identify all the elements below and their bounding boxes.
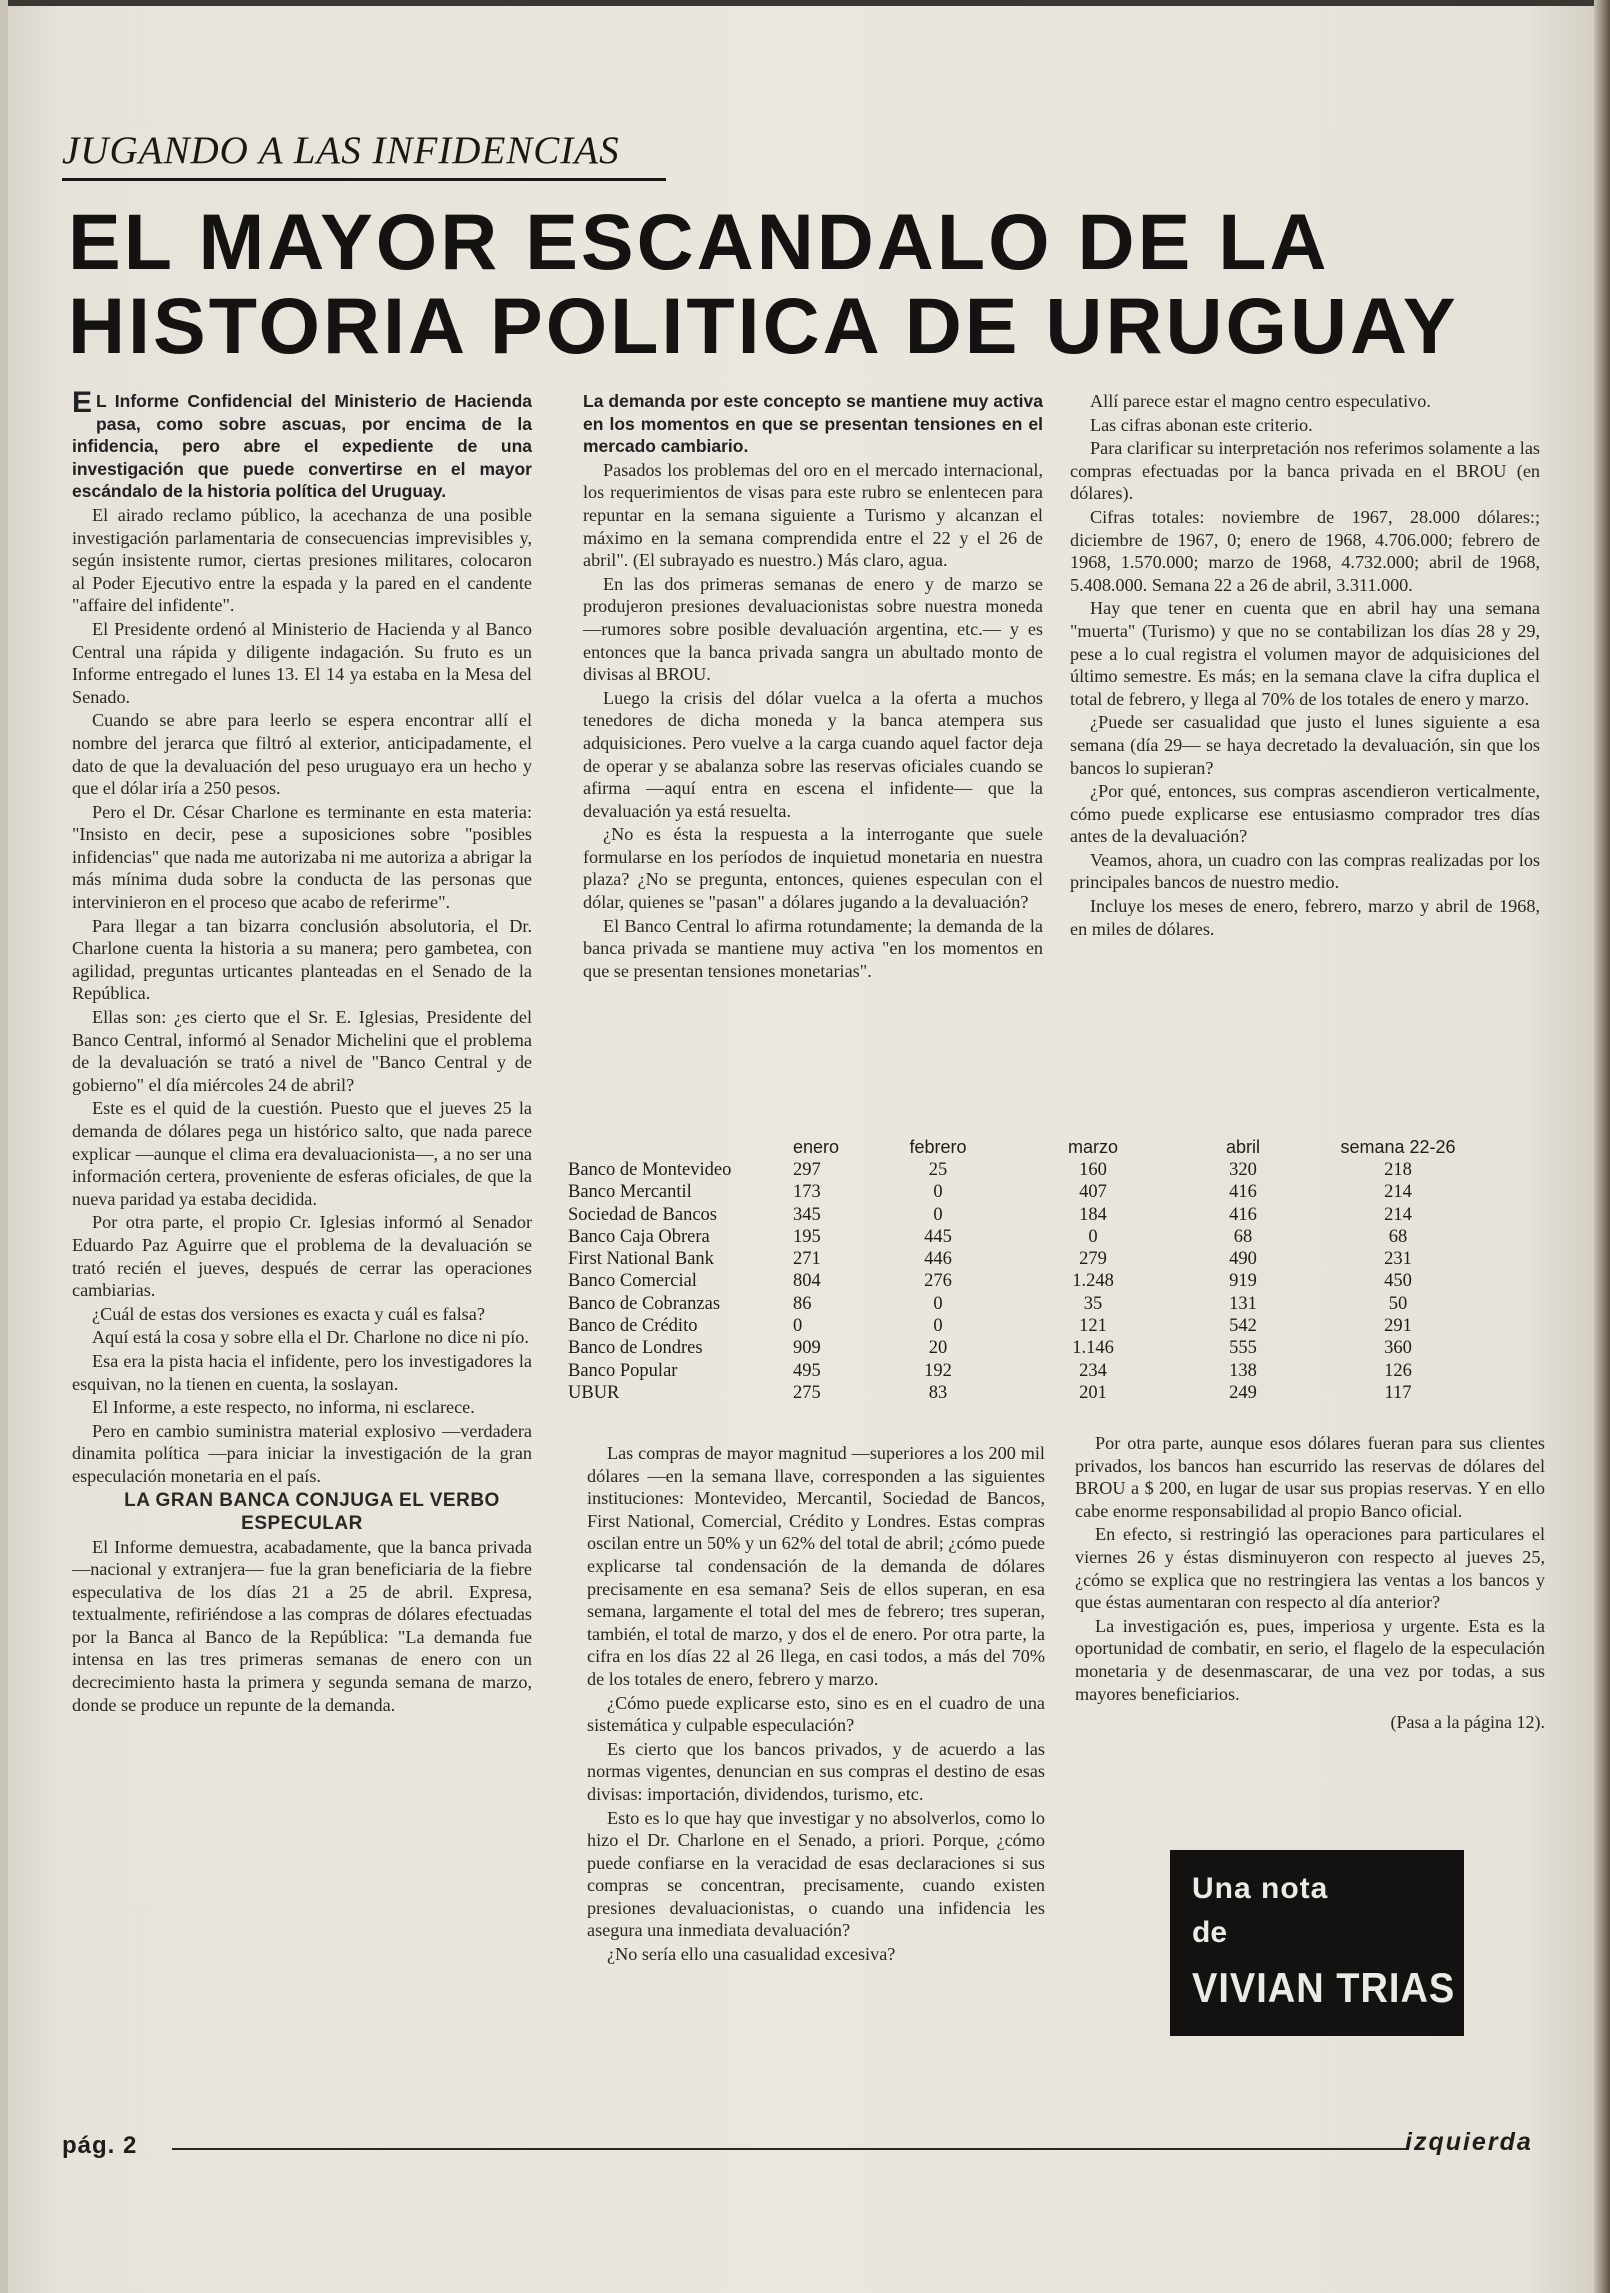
table-row xyxy=(568,1204,1483,1226)
bank-name: UBUR xyxy=(568,1382,620,1403)
table-row xyxy=(568,1226,1483,1248)
page-top-edge xyxy=(0,0,1610,6)
table-cell: 86 xyxy=(793,1293,812,1314)
table-cell: 804 xyxy=(793,1271,821,1292)
paragraph: Allí parece estar el magno centro especulativo. xyxy=(1090,391,1431,411)
bank-name: Banco Caja Obrera xyxy=(568,1226,710,1247)
magazine-name: izquierda xyxy=(1405,2128,1533,2156)
paragraph: Incluye los meses de enero, febrero, marzo y abril de 1968, en miles de dólares. xyxy=(1070,896,1540,939)
table-cell: 25 xyxy=(928,1160,948,1180)
bank-name: Banco de Crédito xyxy=(568,1316,698,1337)
paragraph: ¿No es ésta la respuesta a la interrogante que suele formularse en los períodos de inquietud monetaria en nuestra plaza? ¿No se pregunta, entonces, quienes especulan con el dólar, quienes se "pasan" a dólares jugando a la devaluación? xyxy=(583,824,1043,913)
column-3 xyxy=(1070,390,1540,941)
lead-text: L Informe Confidencial del Ministerio de Hacienda pasa, como sobre ascuas, por encima de la infidencia, pero abre el expediente de una investigación que puede convertirse en el mayor escándalo de la historia política del Uruguay. xyxy=(72,391,532,502)
table-cell: 345 xyxy=(793,1204,821,1225)
table-cell: 121 xyxy=(1079,1316,1107,1337)
table-cell: 160 xyxy=(1079,1160,1107,1180)
page-right-edge xyxy=(1594,0,1610,2293)
drop-cap: E xyxy=(72,386,93,419)
author-box-line-2: de xyxy=(1192,1916,1228,1949)
table-cell: 919 xyxy=(1229,1271,1257,1292)
table-cell: 542 xyxy=(1229,1316,1257,1337)
paragraph: Luego la crisis del dólar vuelca a la oferta a muchos tenedores de dicha moneda y la banca atempera sus adquisiciones. Pero vuelve a la carga cuando aquel factor deja de operar y se abalanza sobre las reservas oficiales cuando se afirma —aquí entra en escena el infidente— que la devaluación ya está resuelta. xyxy=(583,687,1043,821)
subheading: LA GRAN BANCA CONJUGA EL VERBO ESPECULAR xyxy=(124,1489,500,1534)
table-cell: 416 xyxy=(1229,1182,1257,1203)
continued-note: (Pasa a la página 12). xyxy=(1390,1712,1545,1733)
table-cell: 218 xyxy=(1384,1160,1412,1180)
table-cell: 117 xyxy=(1384,1382,1412,1403)
table-cell: 495 xyxy=(793,1360,821,1381)
table-cell: 192 xyxy=(924,1360,952,1381)
paragraph: Ellas son: ¿es cierto que el Sr. E. Iglesias, Presidente del Banco Central, informó al Senador Michelini que el problema de la devaluación se trató a nivel de "Banco Central y de gobierno" el día miércoles 24 de abril? xyxy=(72,1007,532,1095)
bank-name: First National Bank xyxy=(568,1249,714,1270)
table-row xyxy=(568,1337,1483,1359)
section-kicker: JUGANDO A LAS INFIDENCIAS xyxy=(62,129,620,172)
column-header: abril xyxy=(1225,1136,1260,1157)
table-cell: 0 xyxy=(933,1293,943,1314)
paragraph: ¿Puede ser casualidad que justo el lunes siguiente a esa semana (día 29— se haya decretado la devaluación, sin que los bancos lo supieran? xyxy=(1070,712,1540,778)
data-table xyxy=(568,1135,1483,1404)
paragraph: En efecto, si restringió las operaciones para particulares el viernes 26 y éstas disminuyeron con respecto al jueves 25, ¿cómo se explica que no restringiera las ventas a los bancos y que éstas aumentaran con respecto al día anterior? xyxy=(1075,1524,1545,1613)
table-cell: 35 xyxy=(1083,1293,1103,1314)
paragraph: Veamos, ahora, un cuadro con las compras realizadas por los principales bancos de nuestro medio. xyxy=(1070,849,1540,893)
table-cell: 450 xyxy=(1384,1271,1412,1292)
table-cell: 445 xyxy=(924,1226,952,1247)
paragraph: El airado reclamo público, la acechanza de una posible investigación parlamentaria de consecuencias imprevisibles y, según insistente rumor, ciertas presiones militares, colocaron al Poder Ejecutivo entre la espada y la pared en el candente "affaire del infidente". xyxy=(72,504,532,616)
table-cell: 68 xyxy=(1388,1226,1408,1247)
table-cell: 249 xyxy=(1229,1382,1257,1403)
table-cell: 131 xyxy=(1229,1293,1257,1314)
paragraph: Hay que tener en cuenta que en abril hay una semana "muerta" (Turismo) y que no se contabilizan los días 28 y 29, pese a lo cual registra el volumen mayor de adquisiciones del último semestre. Es más; en la semana clave la cifra duplica el total de febrero, y llega al 70% de los totales de enero y marzo. xyxy=(1070,598,1540,709)
paragraph: Para clarificar su interpretación nos referimos solamente a las compras efectuadas por la banca privada en el BROU (en dólares). xyxy=(1070,438,1540,504)
author-box xyxy=(1170,1850,1464,2036)
table-cell: 234 xyxy=(1079,1360,1107,1381)
table-cell: 0 xyxy=(1088,1226,1098,1247)
table-cell: 0 xyxy=(933,1316,943,1337)
table-row xyxy=(568,1360,1483,1382)
table-cell: 275 xyxy=(793,1382,821,1403)
table-row xyxy=(568,1159,1483,1181)
table-cell: 909 xyxy=(793,1338,821,1359)
table-cell: 360 xyxy=(1384,1338,1412,1359)
paragraph: El Informe demuestra, acabadamente, que la banca privada —nacional y extranjera— fue la gran beneficiaria de la fiebre especulativa de los días 21 a 25 de abril. Expresa, textualmente, refiriéndose a las compras de dólares efectuadas por la Banca al Banco de la República: "La demanda fue intensa en las tres primeras semanas de enero con un decrecimiento hasta la primera y segunda semana de marzo, donde se produce un repunte de la demanda. xyxy=(72,1536,532,1715)
paragraph-bold: La demanda por este concepto se mantiene muy activa en los momentos en que se presentan tensiones en el mercado cambiario. xyxy=(583,391,1043,457)
column-1 xyxy=(72,386,532,1717)
paragraph: El Presidente ordenó al Ministerio de Hacienda y al Banco Central una rápida y diligente indagación. Su fruto es un Informe entregado el lunes 13. El 14 ya estaba en la Mesa del Senado. xyxy=(72,618,532,707)
paragraph: ¿Cuál de estas dos versiones es exacta y cuál es falsa? xyxy=(92,1303,485,1324)
author-box-line-1: Una nota xyxy=(1192,1872,1329,1905)
paragraph: ¿Por qué, entonces, sus compras ascendieron verticalmente, cómo puede explicarse ese entusiasmo comprador tres días antes de la devaluación? xyxy=(1070,781,1540,847)
paragraph: ¿No sería ello una casualidad excesiva? xyxy=(607,1944,896,1965)
table-cell: 214 xyxy=(1384,1182,1412,1203)
column-2-lower xyxy=(587,1442,1045,1967)
table-row xyxy=(568,1315,1483,1337)
column-header: semana 22-26 xyxy=(1340,1136,1456,1157)
table-cell: 184 xyxy=(1079,1204,1107,1225)
headline xyxy=(68,197,1548,370)
headline-line-1: EL MAYOR ESCANDALO DE LA xyxy=(68,197,1330,286)
paragraph: Las compras de mayor magnitud —superiores a los 200 mil dólares —en la semana llave, corresponden a las siguientes instituciones: Montevideo, Mercantil, Sociedad de Bancos, First National, Comercial, Crédito y Londres. Estas compras oscilan entre un 50% y un 62% del total de abril; ¿cómo puede explicarse tal condensación de la demanda de dólares precisamente en esa semana? Seis de ellos superan, en esa semana, largamente el total del mes de febrero; tres superan, también, el total de marzo, y dos el de enero. Por otra parte, la cifra en los días 22 al 26 llega, en casi todos, a más del 70% de los totales de enero, febrero y marzo. xyxy=(587,1443,1045,1689)
table-cell: 416 xyxy=(1229,1204,1257,1225)
kicker-underline xyxy=(62,178,666,181)
table-cell: 50 xyxy=(1388,1293,1408,1314)
bank-name: Sociedad de Bancos xyxy=(568,1204,717,1225)
bank-name: Banco de Cobranzas xyxy=(568,1293,721,1314)
paragraph: Esto es lo que hay que investigar y no absolverlos, como lo hizo el Dr. Charlone en el Senado, a priori. Porque, ¿cómo puede confiarse en la veracidad de esas declaraciones si sus compras se concentran, precisamente, cuando existen presiones devaluacionistas, o cuando una infidencia les asegura una inmediata devaluación? xyxy=(587,1807,1045,1941)
table-row xyxy=(568,1382,1483,1404)
table-cell: 214 xyxy=(1384,1204,1412,1225)
paragraph: Aquí está la cosa y sobre ella el Dr. Charlone no dice ni pío. xyxy=(92,1327,529,1348)
column-header: febrero xyxy=(909,1136,967,1157)
paragraph: Esa era la pista hacia el infidente, pero los investigadores la esquivan, no la tienen en cuenta, la soslayan. xyxy=(72,1350,532,1394)
bank-name: Banco Popular xyxy=(568,1360,678,1381)
footer-rule xyxy=(172,2148,1407,2150)
headline-line-2: HISTORIA POLITICA DE URUGUAY xyxy=(68,281,1459,370)
paragraph: Cuando se abre para leerlo se espera encontrar allí el nombre del jerarca que filtró al exterior, anticipadamente, el dato de que la devaluación del peso uruguayo era un hecho y que el dólar iría a 250 pesos. xyxy=(72,710,532,799)
table-cell: 320 xyxy=(1229,1160,1257,1180)
paragraph: Pero el Dr. César Charlone es terminante en esta materia: "Insisto en decir, pese a suposiciones sobre "posibles infidencias" que nada me autorizaba ni me autoriza a abrigar la más mínima duda sobre la conducta de las personas que intervinieron en el proceso que acabo de referirme". xyxy=(72,801,532,913)
paragraph: Para llegar a tan bizarra conclusión absolutoria, el Dr. Charlone cuenta la historia a su manera; pero gambetea, con agilidad, preguntas urticantes planteadas en el Senado de la República. xyxy=(72,915,532,1004)
lead-paragraph xyxy=(72,386,532,503)
table-row xyxy=(568,1181,1483,1203)
table-cell: 291 xyxy=(1384,1316,1412,1337)
table-cell: 126 xyxy=(1384,1360,1412,1381)
table-cell: 68 xyxy=(1233,1226,1253,1247)
table-cell: 490 xyxy=(1229,1249,1257,1270)
table-row xyxy=(568,1270,1483,1292)
table-cell: 195 xyxy=(793,1226,821,1247)
bank-name: Banco Comercial xyxy=(568,1271,697,1292)
table-cell: 0 xyxy=(933,1204,943,1225)
table-row xyxy=(568,1293,1483,1315)
table-cell: 1.248 xyxy=(1072,1271,1114,1292)
bank-name: Banco de Montevideo xyxy=(568,1160,732,1180)
paragraph: Las cifras abonan este criterio. xyxy=(1090,414,1313,435)
column-header: enero xyxy=(793,1136,840,1157)
paragraph: Pasados los problemas del oro en el mercado internacional, los requerimientos de visas para este rubro se enlentecen para repuntar en la semana siguiente a Turismo y alcanzan el máximo en la semana comprendida entre el 22 y el 26 de abril". (El subrayado es nuestro.) Más claro, agua. xyxy=(583,459,1043,571)
table-cell: 555 xyxy=(1229,1338,1257,1359)
table-cell: 407 xyxy=(1079,1182,1107,1203)
column-3-lower xyxy=(1075,1432,1545,1734)
table-cell: 201 xyxy=(1079,1382,1107,1403)
paragraph: La investigación es, pues, imperiosa y urgente. Esta es la oportunidad de combatir, en serio, el flagelo de la especulación monetaria y de desenmascarar, de una vez por todas, a sus mayores beneficiarios. xyxy=(1075,1615,1545,1704)
bank-name: Banco Mercantil xyxy=(568,1182,692,1203)
table-cell: 446 xyxy=(924,1249,952,1270)
table-cell: 0 xyxy=(933,1182,943,1203)
table-cell: 1.146 xyxy=(1072,1338,1114,1359)
table-cell: 271 xyxy=(793,1249,821,1270)
paragraph: Por otra parte, el propio Cr. Iglesias informó al Senador Eduardo Paz Aguirre que el problema de la devaluación se trató recién el jueves, después de cerrar las operaciones cambiarias. xyxy=(72,1212,532,1301)
paragraph: Por otra parte, aunque esos dólares fueran para sus clientes privados, los bancos han escurrido las reservas de dólares del BROU a $ 200, en lugar de usar sus propias reservas. Y en ello cabe enorme responsabilidad al propio Banco oficial. xyxy=(1075,1433,1545,1521)
bank-name: Banco de Londres xyxy=(568,1338,703,1359)
table-cell: 83 xyxy=(928,1382,948,1403)
paragraph: Este es el quid de la cuestión. Puesto que el jueves 25 la demanda de dólares pega un histórico salto, que nada parece explicar —aunque el clima era devaluacionista—, a no ser una información certera, proveniente de esferas oficiales, de que la nueva paridad ya estaba decidida. xyxy=(72,1098,532,1209)
bank-purchases-table xyxy=(568,1135,1568,1404)
table-cell: 276 xyxy=(924,1271,952,1292)
table-cell: 0 xyxy=(793,1316,803,1337)
paragraph: En las dos primeras semanas de enero y de marzo se produjeron presiones devaluacionistas sobre nuestra moneda —rumores sobre posible devaluación argentina, etc.— y es entonces que la banca privada sangra un abultado monto de divisas al BROU. xyxy=(583,573,1043,685)
table-cell: 173 xyxy=(793,1182,821,1203)
table-cell: 297 xyxy=(793,1160,821,1180)
paragraph: Pero en cambio suministra material explosivo —verdadera dinamita política —para iniciar la investigación de la gran especulación monetaria en el país. xyxy=(72,1420,532,1486)
paragraph: Es cierto que los bancos privados, y de acuerdo a las normas vigentes, denuncian en sus compras el destino de esas divisas: importación, dividendos, turismo, etc. xyxy=(587,1738,1045,1804)
paragraph: ¿Cómo puede explicarse esto, sino es en el cuadro de una sistemática y culpable especulación? xyxy=(587,1692,1045,1736)
paragraph: Cifras totales: noviembre de 1967, 28.000 dólares:; diciembre de 1967, 0; enero de 1968, 4.706.000; febrero de 1968, 1.570.000; marzo de 1968, 4.732.000; abril de 1968, 5.408.000. Semana 22 a 26 de abril, 3.311.000. xyxy=(1070,506,1540,595)
table-row xyxy=(568,1248,1483,1270)
table-cell: 279 xyxy=(1079,1249,1107,1270)
column-2 xyxy=(583,390,1043,983)
column-header: marzo xyxy=(1067,1136,1118,1157)
table-cell: 20 xyxy=(928,1338,948,1359)
paragraph: El Informe, a este respecto, no informa, ni esclarece. xyxy=(92,1397,475,1418)
author-name: VIVIAN TRIAS xyxy=(1192,1965,1456,2013)
table-header-row xyxy=(568,1135,1483,1159)
table-cell: 231 xyxy=(1384,1249,1412,1270)
paragraph: El Banco Central lo afirma rotundamente; la demanda de la banca privada se mantiene muy activa "en los momentos en que se presentan tensiones monetarias". xyxy=(583,915,1043,981)
column-header-blank xyxy=(568,1135,793,1159)
table-cell: 138 xyxy=(1229,1360,1257,1381)
page-left-edge xyxy=(0,0,8,2293)
page-number: pág. 2 xyxy=(62,2132,138,2159)
